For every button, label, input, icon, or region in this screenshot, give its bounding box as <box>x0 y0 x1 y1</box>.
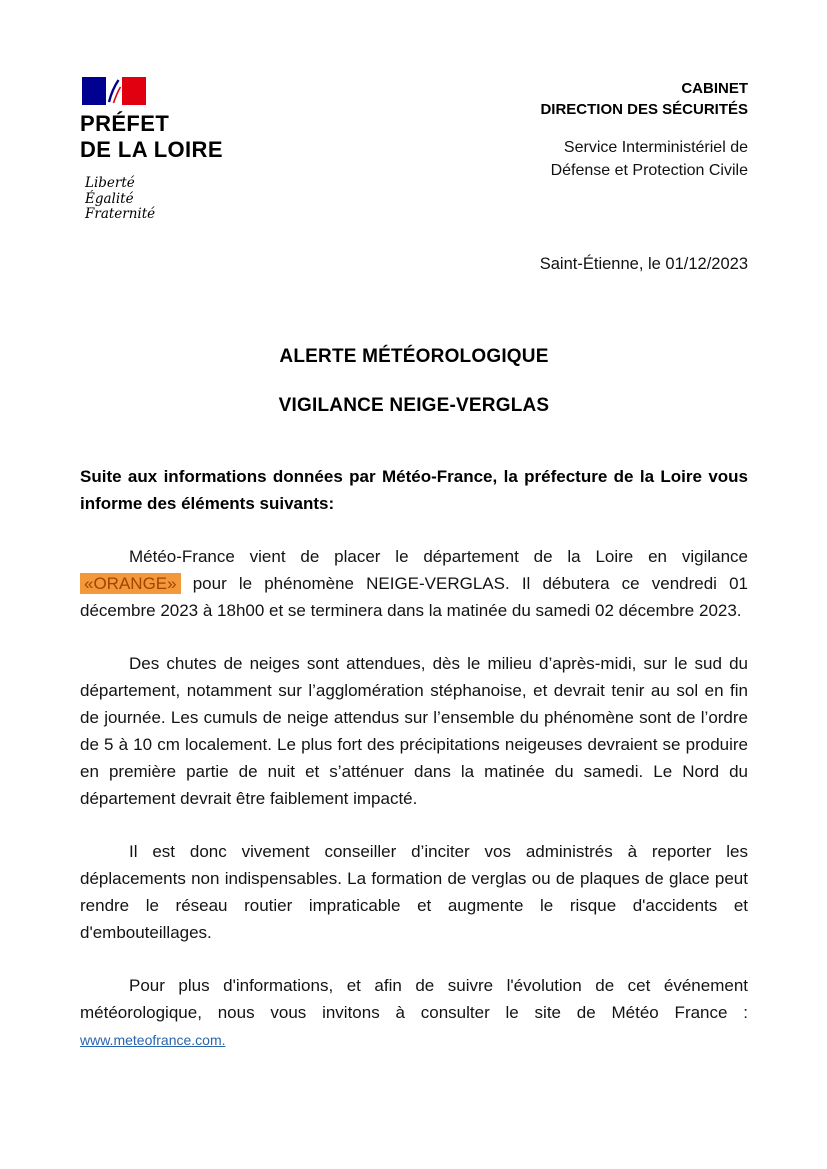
document-subtitle: VIGILANCE NEIGE-VERGLAS <box>278 394 550 416</box>
letterhead-right <box>540 75 748 182</box>
paragraph-chutes-neige: Des chutes de neiges sont attendues, dès le milieu d’après-midi, sur le sud du département, notamment sur l’agglomération stéphanoise, et devrait tenir au sol en fin de journée. Les cumuls de neige attendus sur l’ensemble du phénomène sont de l’ordre de 5 à 10 cm localement. Le plus fort des précipitations neigeuses devraient se produire en première partie de nuit et s’atténuer dans la matinée du samedi. Le Nord du département devrait être faiblement impacté. <box>80 653 748 808</box>
motto-fraternite: Fraternité <box>85 206 156 222</box>
office-cabinet: CABINET <box>681 80 748 97</box>
dateline: Saint-Étienne, le 01/12/2023 <box>539 254 748 273</box>
intro-paragraph: Suite aux informations données par Météo-France, la préfecture de la Loire vous informe des éléments suivants: <box>80 466 748 513</box>
meteofrance-link[interactable]: www.meteofrance.com. <box>80 1031 226 1048</box>
service-line1: Service Interministériel de <box>563 139 748 156</box>
paragraph1-before: Météo-France vient de placer le département de la Loire en vigilance <box>129 546 748 566</box>
orange-highlight: «ORANGE» <box>80 573 181 594</box>
office-direction: DIRECTION DES SÉCURITÉS <box>540 101 748 118</box>
logo-title-line1: PRÉFET <box>80 111 170 136</box>
paragraph-recommandations: Il est donc vivement conseiller d’inciter vos administrés à reporter les déplacements non indispensables. La formation de verglas ou de plaques de glace peut rendre le réseau routier impraticable et augmente le risque d'accidents et d'embouteillages. <box>80 841 748 942</box>
logo-motto <box>85 176 310 223</box>
service-line2: Défense et Protection Civile <box>550 162 748 179</box>
letterhead <box>80 75 748 223</box>
french-flag-icon <box>82 77 146 105</box>
motto-egalite: Égalité <box>85 190 134 207</box>
prefecture-logo <box>80 75 310 223</box>
paragraph-vigilance <box>80 543 748 624</box>
paragraph4-text: Pour plus d'informations, et afin de suivre l'évolution de cet événement météorologique, nous vous invitons à consulter le site de Météo France : <box>80 975 748 1022</box>
service-block <box>540 136 748 182</box>
document-title: ALERTE MÉTÉOROLOGIQUE <box>279 345 549 367</box>
paragraph-informations <box>80 972 748 1054</box>
paragraph1-after: pour le phénomène NEIGE-VERGLAS. Il débutera ce vendredi 01 décembre 2023 à 18h00 et se terminera dans la matinée du samedi 02 décembre 2023. <box>80 573 748 620</box>
motto-liberte: Liberté <box>85 175 135 191</box>
logo-title-line2: DE LA LOIRE <box>80 137 223 162</box>
logo-title <box>80 111 310 163</box>
document-body <box>80 463 748 1054</box>
